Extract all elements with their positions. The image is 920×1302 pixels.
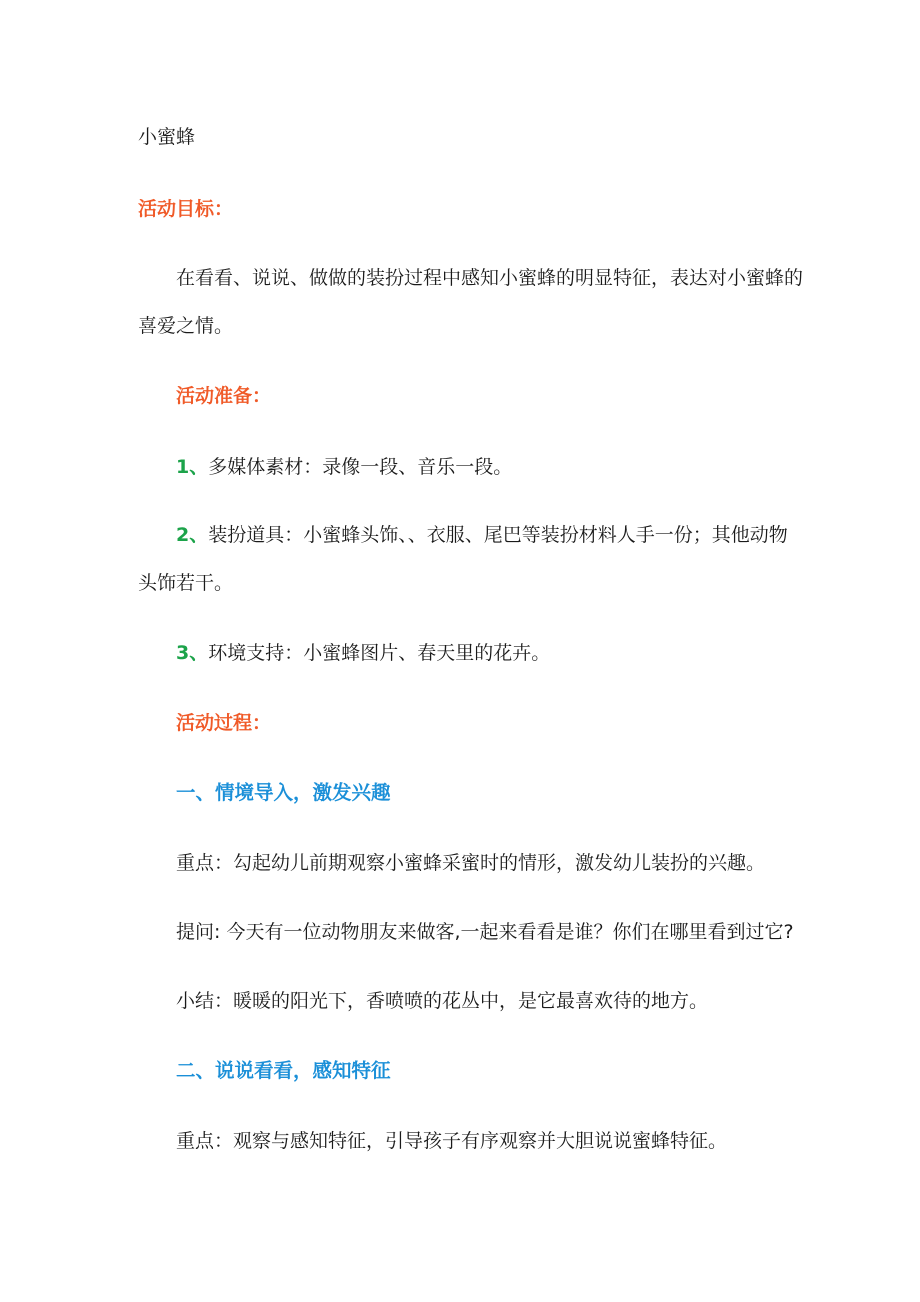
section1-focus: 重点：勾起幼儿前期观察小蜜蜂采蜜时的情形，激发幼儿装扮的兴趣。	[176, 852, 766, 874]
section1-question: 提问: 今天有一位动物朋友来做客,一起来看看是谁？你们在哪里看到过它?	[176, 921, 794, 943]
goal-text-line1: 在看看、说说、做做的装扮过程中感知小蜜蜂的明显特征，表达对小蜜蜂的	[176, 267, 804, 289]
prep-item-3	[176, 640, 550, 666]
prep-item-text: 装扮道具：小蜜蜂头饰、、衣服、尾巴等装扮材料人手一份；其他动物	[208, 524, 788, 546]
prep-item-1	[176, 454, 512, 480]
section1-summary: 小结：暖暖的阳光下，香喷喷的花丛中，是它最喜欢待的地方。	[176, 990, 709, 1012]
goal-text-line2: 喜爱之情。	[138, 315, 234, 337]
prep-item-2-cont: 头饰若干。	[138, 572, 234, 594]
section2-focus: 重点：观察与感知特征，引导孩子有序观察并大胆说说蜜蜂特征。	[176, 1130, 728, 1152]
prep-heading: 活动准备：	[176, 385, 272, 407]
prep-item-number: 2、	[176, 524, 209, 546]
prep-item-text: 多媒体素材：录像一段、音乐一段。	[208, 456, 513, 478]
process-heading: 活动过程：	[176, 712, 272, 734]
section2-heading: 二、说说看看，感知特征	[176, 1059, 391, 1082]
prep-item-text: 环境支持：小蜜蜂图片、春天里的花卉。	[208, 642, 551, 664]
goal-heading: 活动目标：	[138, 198, 234, 220]
prep-item-number: 3、	[176, 642, 209, 664]
section1-heading: 一、情境导入，激发兴趣	[176, 781, 391, 804]
prep-item-2	[176, 522, 788, 548]
prep-item-number: 1、	[176, 456, 209, 478]
doc-title: 小蜜蜂	[138, 126, 196, 148]
